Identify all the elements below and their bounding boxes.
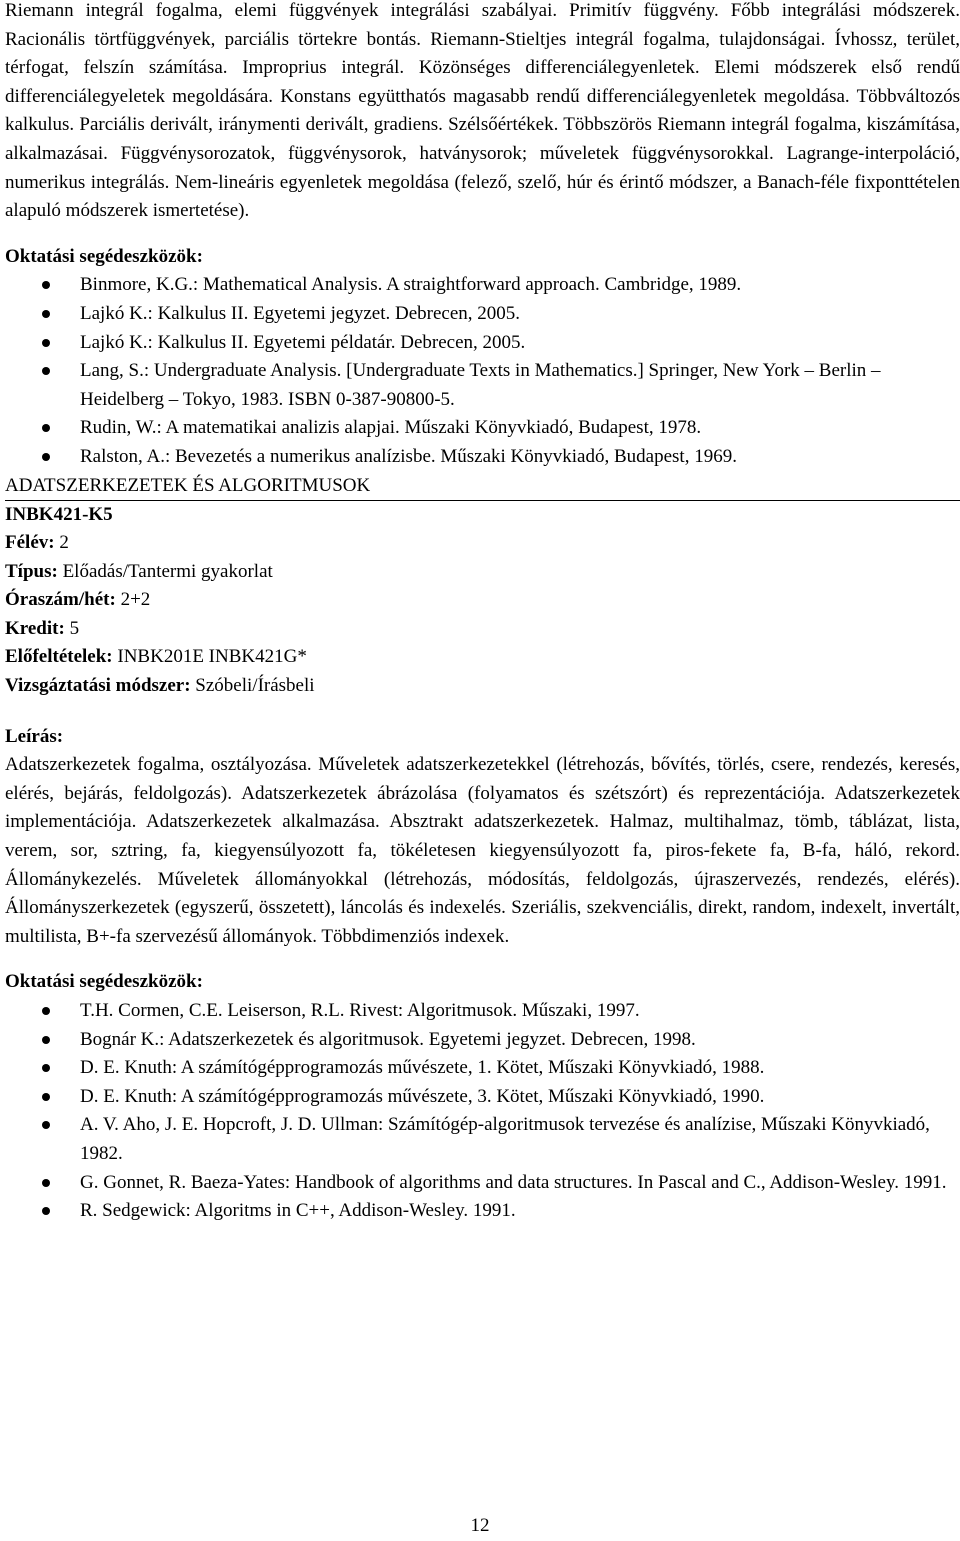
field-value: 2+2 [115,589,151,611]
field-value: Szóbeli/Írásbeli [190,675,315,697]
field-label: Félév: [5,532,55,554]
field-label: Óraszám/hét: [5,589,116,611]
reference-item: T.H. Cormen, C.E. Leiserson, R.L. Rivest: Algoritmusok. Műszaki, 1997. [5,997,960,1026]
reference-item: Rudin, W.: A matematikai analizis alapjai. Műszaki Könyvkiadó, Budapest, 1978. [5,414,960,443]
course-description: Adatszerkezetek fogalma, osztályozása. Műveletek adatszerkezetekkel (létrehozás, bővítés, törlés, csere, rendezés, keresés, elérés, bejárás, feldolgozás). Adatszerkezetek ábrázolása (folyamatos és szétszórt) és reprezentációja. Adatszerkezetek implementációja. Adatszerkezetek alkalmazása. Absztrakt adatszerkezetek. Halmaz, multihalmaz, tömb, táblázat, lista, verem, sor, sztring, fa, kiegyensúlyozott fa, tökéletesen kiegyensúlyozott fa, piros-fekete fa, B-fa, háló, rekord. Állománykezelés. Műveletek állományokkal (létrehozás, módosítás, feldolgozás, újraszervezés, rendezés, elérés). Állományszerkezetek (egyszerű, összetett), láncolás és indexelés. Szeriális, szekvenciális, direkt, random, indexelt, invertált, multilista, B+-fa szervezésű állományok. Többdimenziós indexek. [5,754,960,947]
field-credit [5,615,960,644]
prev-course-description: Riemann integrál fogalma, elemi függvények integrálási szabályai. Primitív függvény. Főbb integrálási módszerek. Racionális törtfüggvények, parciális törtekre bontás. Riemann-Stieltjes integrál fogalma, tulajdonságai. Ívhossz, terület, térfogat, felszín számítása. Improprius integrál. Közönséges differenciálegyenletek. Elemi módszerek első rendű differenciálegyeletek megoldására. Konstans együtthatós magasabb rendű differenciálegyenletek megoldása. Többváltozós kalkulus. Parciális derivált, iránymenti derivált, gradiens. Szélsőértékek. Többszörös Riemann integrál fogalma, kiszámítása, alkalmazásai. Függvénysorozatok, függvénysorok, hatványsorok; műveletek függvénysorokkal. Lagrange-interpoláció, numerikus integrálás. Nem-lineáris egyenletek megoldása (felező, szelő, húr és érintő módszer, a Banach-féle fixponttételen alapuló módszerek ismertetése). [5,0,960,222]
reference-item: D. E. Knuth: A számítógépprogramozás művészete, 1. Kötet, Műszaki Könyvkiadó, 1988. [5,1054,960,1083]
prev-course-reference-list [5,271,960,471]
reference-item: Lajkó K.: Kalkulus II. Egyetemi jegyzet. Debrecen, 2005. [5,300,960,329]
field-semester [5,529,960,558]
field-exam-method [5,672,960,701]
course-description-heading: Leírás: [5,725,64,747]
field-value: INBK201E INBK421G* [112,646,307,668]
reference-item: D. E. Knuth: A számítógépprogramozás művészete, 3. Kötet, Műszaki Könyvkiadó, 1990. [5,1083,960,1112]
reference-item: Binmore, K.G.: Mathematical Analysis. A straightforward approach. Cambridge, 1989. [5,271,960,300]
course-reference-list [5,997,960,1226]
course-tools-heading: Oktatási segédeszközök: [5,971,203,993]
reference-item: R. Sedgewick: Algoritms in C++, Addison-Wesley. 1991. [5,1197,960,1226]
reference-item: Lang, S.: Undergraduate Analysis. [Undergraduate Texts in Mathematics.] Springer, New York – Berlin – Heidelberg – Tokyo, 1983. ISBN 0-387-90800-5. [5,357,960,414]
field-label: Vizsgáztatási módszer: [5,675,191,697]
field-value: 2 [54,532,69,554]
field-label: Kredit: [5,617,65,639]
reference-item: Bognár K.: Adatszerkezetek és algoritmusok. Egyetemi jegyzet. Debrecen, 1998. [5,1026,960,1055]
field-label: Előfeltételek: [5,646,113,668]
field-prerequisites [5,643,960,672]
reference-item: Ralston, A.: Bevezetés a numerikus analízisbe. Műszaki Könyvkiadó, Budapest, 1969. [5,443,960,472]
reference-item: A. V. Aho, J. E. Hopcroft, J. D. Ullman: Számítógép-algoritmusok tervezése és analízise, Műszaki Könyvkiadó, 1982. [5,1111,960,1168]
field-type [5,558,960,587]
reference-item: G. Gonnet, R. Baeza-Yates: Handbook of algorithms and data structures. In Pascal and C., Addison-Wesley. 1991. [5,1169,960,1198]
field-hours [5,586,960,615]
reference-item: Lajkó K.: Kalkulus II. Egyetemi példatár. Debrecen, 2005. [5,329,960,358]
page-number: 12 [470,1515,490,1536]
course-title: ADATSZERKEZETEK ÉS ALGORITMUSOK [5,472,960,501]
course-code: INBK421-K5 [5,503,113,525]
prev-course-tools-heading: Oktatási segédeszközök: [5,245,203,267]
field-value: 5 [64,617,80,639]
field-label: Típus: [5,560,58,582]
field-value: Előadás/Tantermi gyakorlat [57,560,273,582]
